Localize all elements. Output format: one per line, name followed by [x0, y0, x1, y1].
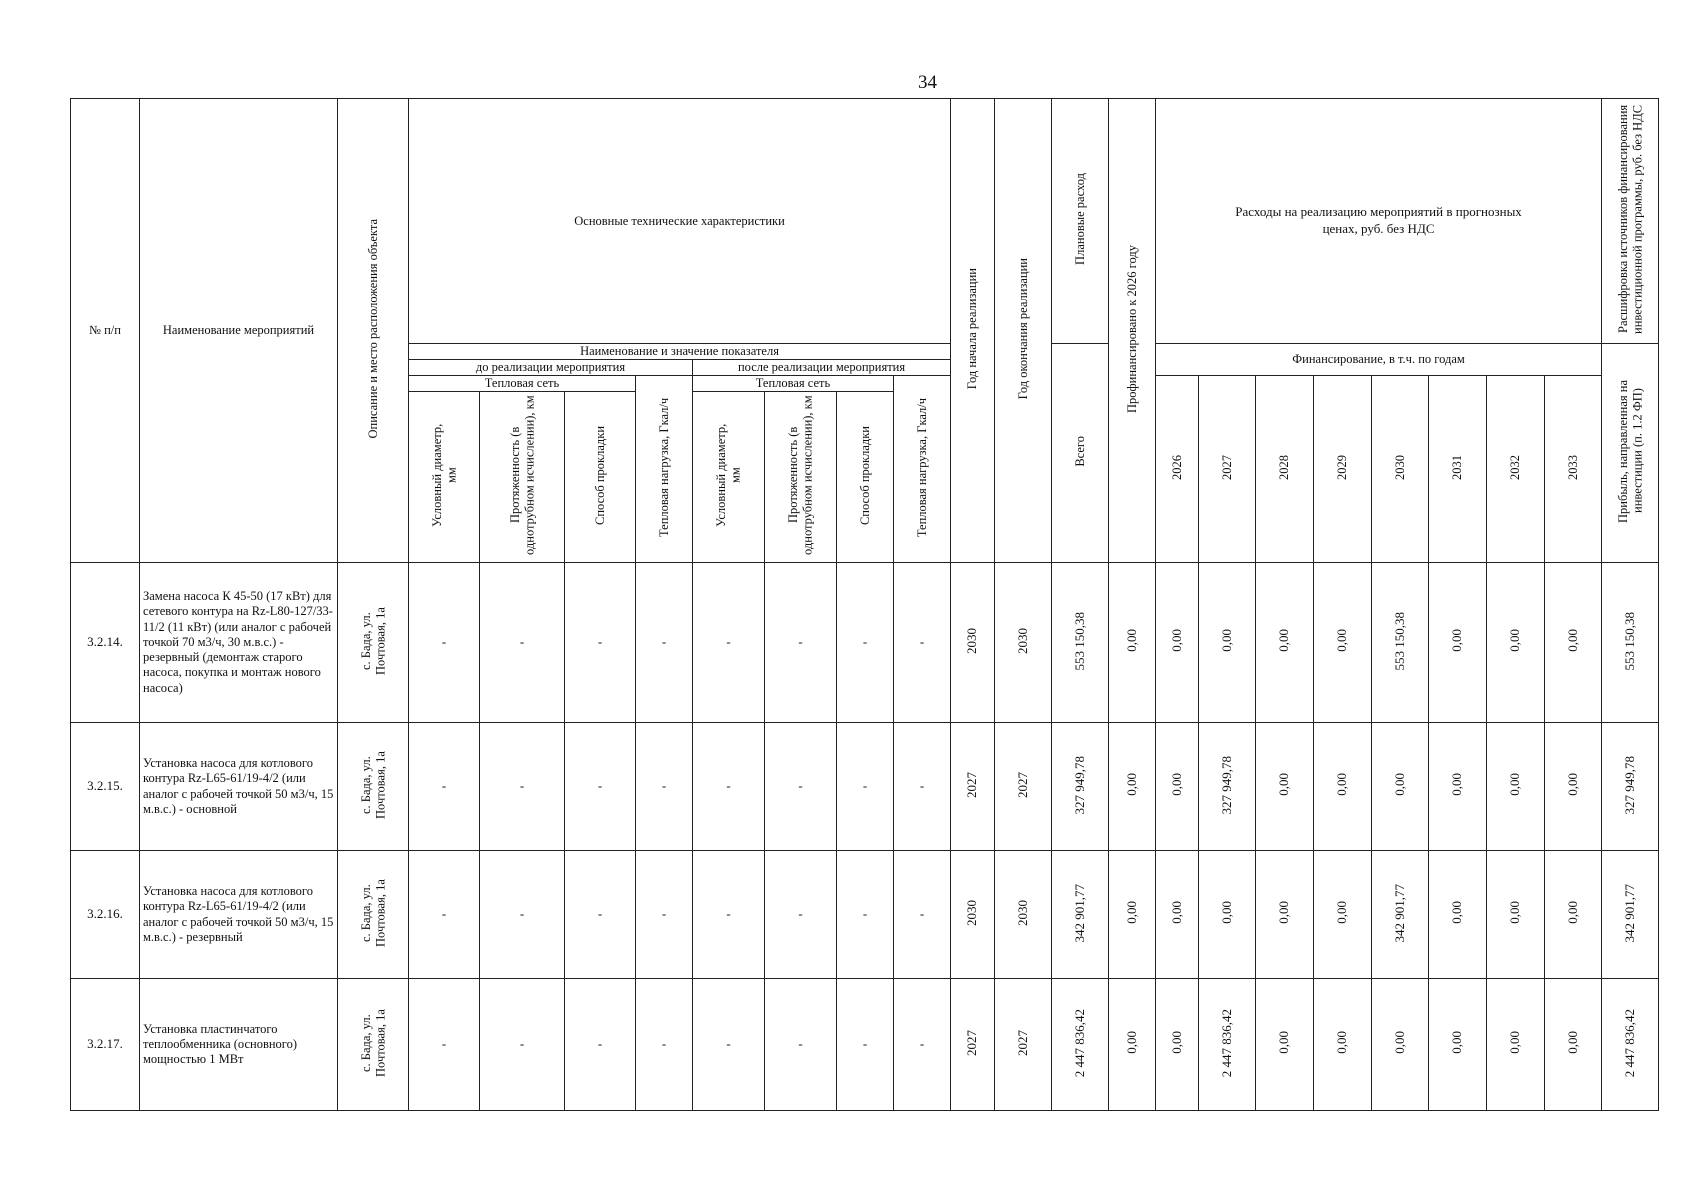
row-year-value: 553 150,38: [1372, 563, 1429, 723]
header-heat-net-after: Тепловая сеть: [693, 376, 894, 392]
row-prefinanced: 0,00: [1109, 979, 1156, 1111]
table-row: [71, 979, 1693, 1111]
row-profit: 2 447 836,42: [1602, 979, 1659, 1111]
row-year-value: 0,00: [1545, 563, 1602, 723]
row-year-value: 0,00: [1199, 563, 1256, 723]
row-year-value: 0,00: [1545, 979, 1602, 1111]
row-total: 342 901,77: [1052, 851, 1109, 979]
row-location: с. Бада, ул. Почтовая, 1а: [338, 563, 409, 723]
row-dash: -: [765, 563, 837, 723]
header-year-end: Год окончания реализации: [995, 99, 1052, 563]
row-year-value: 0,00: [1156, 723, 1199, 851]
row-year-value: 2 447 836,42: [1199, 979, 1256, 1111]
row-location: с. Бада, ул. Почтовая, 1а: [338, 723, 409, 851]
row-year-start: 2030: [951, 563, 995, 723]
row-dash: -: [565, 563, 636, 723]
row-dash: -: [837, 563, 894, 723]
header-year-2030: 2030: [1372, 376, 1429, 563]
row-location: с. Бада, ул. Почтовая, 1а: [338, 851, 409, 979]
row-dash: -: [837, 851, 894, 979]
row-dash: -: [480, 851, 565, 979]
row-year-value: 327 949,78: [1199, 723, 1256, 851]
page-number: 34: [918, 72, 937, 93]
header-diameter-after: Условный диаметр, мм: [693, 392, 765, 563]
row-name: Установка насоса для котлового контура Rz-L65-61/19-4/2 (или аналог с рабочей точкой 50 м3/ч, 15 м.в.с.) - резервный: [140, 851, 338, 979]
row-year-end: 2027: [995, 723, 1052, 851]
row-name: Замена насоса К 45-50 (17 кВт) для сетевого контура на Rz-L80-127/33-11/2 (11 кВт) (или аналог с рабочей точкой 70 м3/ч, 30 м.в.с.) - резервный (демонтаж старого насоса, покупка и монтаж нового насоса): [140, 563, 338, 723]
header-laying-before: Способ прокладки: [565, 392, 636, 563]
header-financing: Финансирование, в т.ч. по годам: [1156, 344, 1602, 376]
row-year-start: 2027: [951, 723, 995, 851]
row-year-value: 0,00: [1487, 851, 1545, 979]
row-year-value: 0,00: [1429, 723, 1487, 851]
header-sources: Расшифровка источников финансирования инвестиционной программы, руб. без НДС: [1602, 99, 1659, 344]
header-year-start: Год начала реализации: [951, 99, 995, 563]
row-year-value: 0,00: [1372, 723, 1429, 851]
row-profit: 553 150,38: [1602, 563, 1659, 723]
row-year-value: 0,00: [1256, 979, 1314, 1111]
row-year-value: 0,00: [1545, 851, 1602, 979]
row-num: 3.2.14.: [71, 563, 140, 723]
header-total: Всего: [1052, 344, 1109, 563]
row-dash: -: [480, 723, 565, 851]
table-body: [71, 563, 1693, 1111]
row-dash: -: [693, 563, 765, 723]
row-dash: -: [894, 723, 951, 851]
row-year-value: 0,00: [1314, 979, 1372, 1111]
investment-table: [70, 98, 1693, 1111]
row-year-value: 0,00: [1487, 563, 1545, 723]
row-dash: -: [765, 979, 837, 1111]
row-year-value: 0,00: [1429, 979, 1487, 1111]
row-year-value: 0,00: [1314, 723, 1372, 851]
header-year-2033: 2033: [1545, 376, 1602, 563]
header-diameter-before: Условный диаметр, мм: [409, 392, 480, 563]
row-year-end: 2027: [995, 979, 1052, 1111]
row-year-value: 0,00: [1156, 563, 1199, 723]
row-dash: -: [636, 979, 693, 1111]
row-dash: -: [565, 851, 636, 979]
row-profit: 327 949,78: [1602, 723, 1659, 851]
row-dash: -: [636, 723, 693, 851]
row-dash: -: [636, 563, 693, 723]
row-prefinanced: 0,00: [1109, 563, 1156, 723]
header-planned: Плановые расход: [1052, 99, 1109, 344]
row-year-value: 0,00: [1429, 563, 1487, 723]
row-year-start: 2030: [951, 851, 995, 979]
row-year-value: 0,00: [1156, 851, 1199, 979]
table-row: [71, 563, 1693, 723]
row-year-value: 0,00: [1256, 723, 1314, 851]
header-year-2027: 2027: [1199, 376, 1256, 563]
row-dash: -: [693, 723, 765, 851]
header-load-before: Тепловая нагрузка, Гкал/ч: [636, 376, 693, 563]
row-year-value: 0,00: [1156, 979, 1199, 1111]
row-dash: -: [409, 563, 480, 723]
header-year-2028: 2028: [1256, 376, 1314, 563]
header-name: Наименование мероприятий: [140, 99, 338, 563]
row-year-start: 2027: [951, 979, 995, 1111]
row-dash: -: [894, 563, 951, 723]
row-dash: -: [765, 851, 837, 979]
row-year-value: 342 901,77: [1372, 851, 1429, 979]
row-dash: -: [837, 979, 894, 1111]
header-expenses: Расходы на реализацию мероприятий в прогнозных ценах, руб. без НДС: [1156, 99, 1602, 344]
row-name: Установка насоса для котлового контура Rz-L65-61/19-4/2 (или аналог с рабочей точкой 50 м3/ч, 15 м.в.с.) - основной: [140, 723, 338, 851]
row-dash: -: [409, 851, 480, 979]
row-total: 2 447 836,42: [1052, 979, 1109, 1111]
header-location: Описание и место расположения объекта: [338, 99, 409, 563]
header-profit: Прибыль, направленная на инвестиции (п. 1.2 ФП): [1602, 344, 1659, 563]
row-num: 3.2.16.: [71, 851, 140, 979]
table-row: [71, 723, 1693, 851]
row-location: с. Бада, ул. Почтовая, 1а: [338, 979, 409, 1111]
row-num: 3.2.15.: [71, 723, 140, 851]
row-dash: -: [480, 979, 565, 1111]
row-dash: -: [894, 851, 951, 979]
header-laying-after: Способ прокладки: [837, 392, 894, 563]
header-before: до реализации мероприятия: [409, 360, 693, 376]
header-length-before: Протяженность (в однотрубном исчислении), км: [480, 392, 565, 563]
header-indicator: Наименование и значение показателя: [409, 344, 951, 360]
row-year-end: 2030: [995, 563, 1052, 723]
row-dash: -: [765, 723, 837, 851]
header-num: № п/п: [71, 99, 140, 563]
row-dash: -: [894, 979, 951, 1111]
row-dash: -: [480, 563, 565, 723]
header-heat-net-before: Тепловая сеть: [409, 376, 636, 392]
table-header: [71, 99, 1693, 563]
row-num: 3.2.17.: [71, 979, 140, 1111]
header-year-2029: 2029: [1314, 376, 1372, 563]
header-year-2031: 2031: [1429, 376, 1487, 563]
row-profit: 342 901,77: [1602, 851, 1659, 979]
row-year-value: 0,00: [1314, 563, 1372, 723]
row-year-value: 0,00: [1487, 723, 1545, 851]
header-year-2026: 2026: [1156, 376, 1199, 563]
row-year-value: 0,00: [1256, 563, 1314, 723]
row-year-value: 0,00: [1256, 851, 1314, 979]
row-dash: -: [409, 723, 480, 851]
row-year-value: 0,00: [1545, 723, 1602, 851]
table-row: [71, 851, 1693, 979]
row-year-value: 0,00: [1314, 851, 1372, 979]
row-year-end: 2030: [995, 851, 1052, 979]
row-year-value: 0,00: [1487, 979, 1545, 1111]
row-total: 553 150,38: [1052, 563, 1109, 723]
row-dash: -: [565, 979, 636, 1111]
header-year-2032: 2032: [1487, 376, 1545, 563]
row-prefinanced: 0,00: [1109, 723, 1156, 851]
row-total: 327 949,78: [1052, 723, 1109, 851]
header-load-after: Тепловая нагрузка, Гкал/ч: [894, 376, 951, 563]
header-prefinanced: Профинансировано к 2026 году: [1109, 99, 1156, 563]
header-tech: Основные технические характеристики: [409, 99, 951, 344]
header-after: после реализации мероприятия: [693, 360, 951, 376]
row-year-value: 0,00: [1429, 851, 1487, 979]
row-dash: -: [837, 723, 894, 851]
row-dash: -: [693, 979, 765, 1111]
row-dash: -: [565, 723, 636, 851]
header-length-after: Протяженность (в однотрубном исчислении), км: [765, 392, 837, 563]
row-dash: -: [693, 851, 765, 979]
row-name: Установка пластинчатого теплообменника (основного) мощностью 1 МВт: [140, 979, 338, 1111]
row-year-value: 0,00: [1372, 979, 1429, 1111]
row-prefinanced: 0,00: [1109, 851, 1156, 979]
row-dash: -: [409, 979, 480, 1111]
row-dash: -: [636, 851, 693, 979]
row-year-value: 0,00: [1199, 851, 1256, 979]
